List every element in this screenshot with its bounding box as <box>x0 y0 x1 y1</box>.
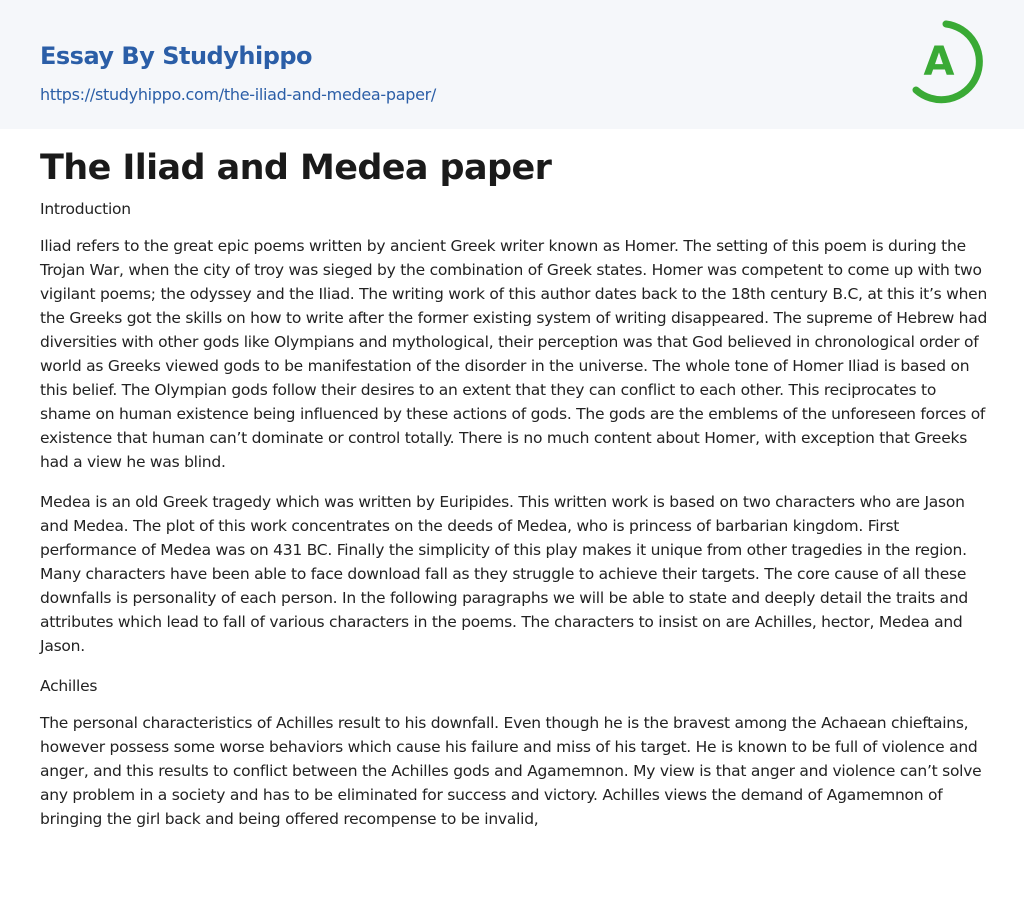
section-heading-introduction: Introduction <box>40 200 131 218</box>
paragraph: Medea is an old Greek tragedy which was written by Euripides. This written work is based on two characters who are Jason and Medea. The plot of this work concentrates on the deeds of Medea, who is princess of barbarian kingdom. First performance of Medea was on 431 BC. Finally the simplicity of this play makes it unique from other tragedies in the region. Many characters have been able to face download fall as they struggle to achieve their targets. The core cause of all these downfalls is personality of each person. In the following paragraphs we will be able to state and deeply detail the traits and attributes which lead to fall of various characters in the poems. The characters to insist on are Achilles, hector, Medea and Jason. <box>40 493 969 655</box>
studyhippo-logo-icon[interactable] <box>910 18 988 106</box>
section-heading-achilles: Achilles <box>40 677 98 695</box>
paragraph: The personal characteristics of Achilles result to his downfall. Even though he is the bravest among the Achaean chieftains, however possess some worse behaviors which cause his failure and miss of his target. He is known to be full of violence and anger, and this results to conflict between the Achilles gods and Agamemnon. My view is that anger and violence can’t solve any problem in a society and has to be eliminated for success and victory. Achilles views the demand of Agamemnon of bringing the girl back and being offered recompense to be invalid, <box>40 714 982 828</box>
essay-body <box>40 197 990 847</box>
logo-letter: A <box>923 39 955 85</box>
essay-url-link[interactable]: https://studyhippo.com/the-iliad-and-medea-paper/ <box>40 85 436 104</box>
paragraph: Iliad refers to the great epic poems written by ancient Greek writer known as Homer. The setting of this poem is during the Trojan War, when the city of troy was sieged by the combination of Greek states. Homer was competent to come up with two vigilant poems; the odyssey and the Iliad. The writing work of this author dates back to the 18th century B.C, at this it’s when the Greeks got the skills on how to write after the former existing system of writing disappeared. The supreme of Hebrew had diversities with other gods like Olympians and mythological, their perception was that God believed in chronological order of world as Greeks viewed gods to be manifestation of the disorder in the universe. The whole tone of Homer Iliad is based on this belief. The Olympian gods follow their desires to an extent that they can conflict to each other. This reciprocates to shame on human existence being influenced by these actions of gods. The gods are the emblems of the unforeseen forces of existence that human can’t dominate or control totally. There is no much content about Homer, with exception that Greeks had a view he was blind. <box>40 237 988 471</box>
brand-title: Essay By Studyhippo <box>40 42 313 70</box>
page-title: The Iliad and Medea paper <box>40 148 552 188</box>
